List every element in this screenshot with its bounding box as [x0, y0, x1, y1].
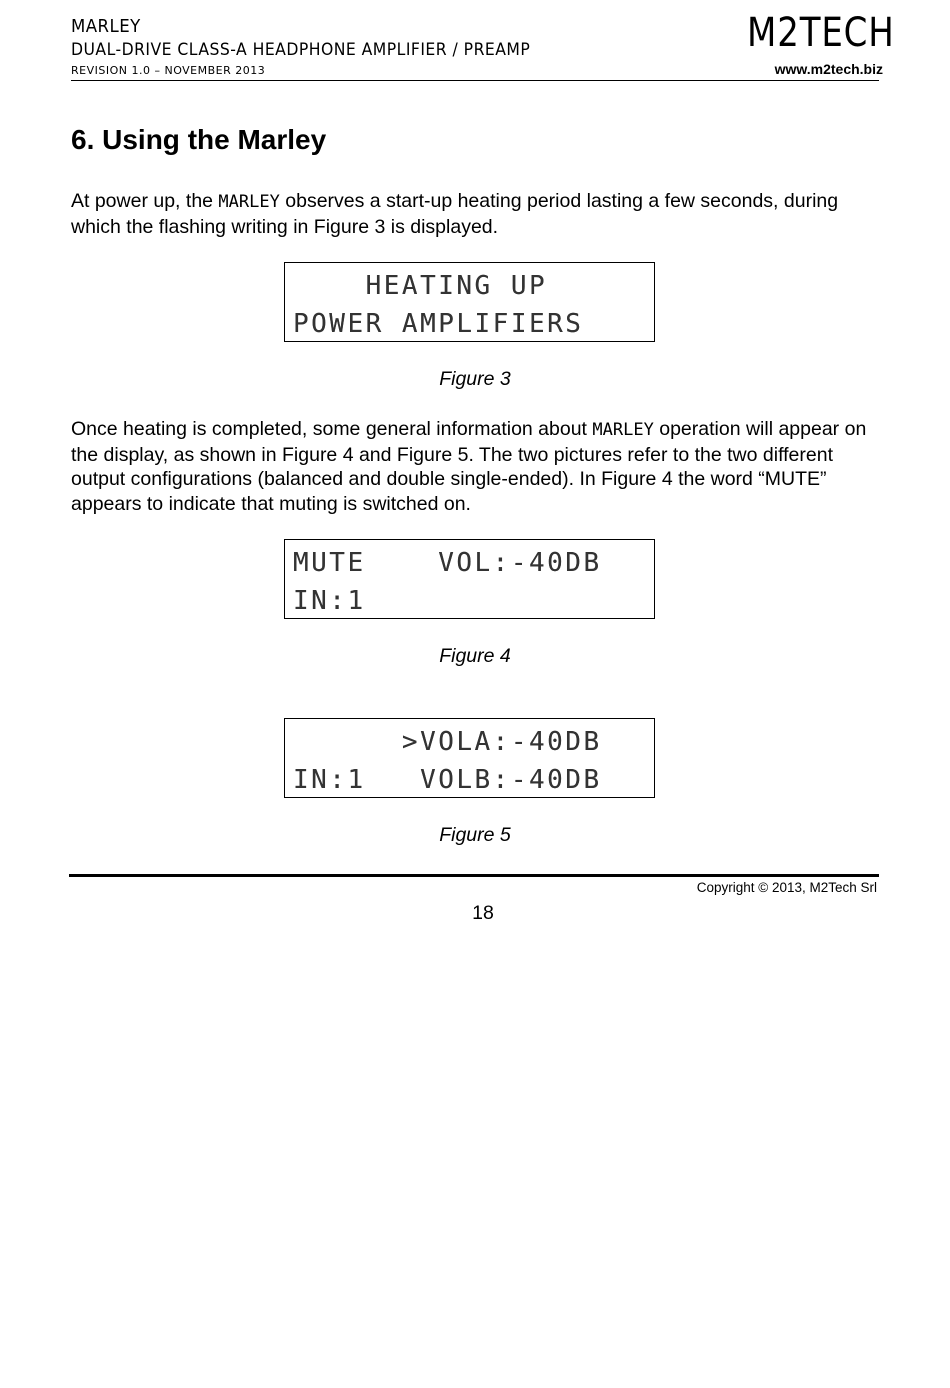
- lcd-display-figure-4: [284, 539, 655, 619]
- header-product-name: MARLEY: [71, 16, 141, 37]
- website-link[interactable]: www.m2tech.biz: [774, 61, 883, 77]
- paragraph-power-up: [71, 189, 881, 239]
- figure-3-caption: Figure 3: [439, 368, 511, 390]
- lcd-line-1: MUTE VOL:-40DB: [293, 548, 602, 578]
- header-revision: REVISION 1.0 – NOVEMBER 2013: [71, 64, 266, 77]
- paragraph-general-info: [71, 417, 881, 516]
- page-number: 18: [472, 902, 494, 924]
- lcd-line-1: HEATING UP: [293, 271, 548, 301]
- copyright-notice: Copyright © 2013, M2Tech Srl: [696, 880, 877, 895]
- para1-text-end: observes a start-up heating period lasting a few seconds, during which the flashing writing in Figure 3 is displayed.: [71, 190, 839, 238]
- product-name-inline: MARLEY: [218, 192, 280, 212]
- lcd-line-2: IN:1 VOLB:-40DB: [293, 765, 602, 795]
- page-header: [71, 10, 895, 80]
- para2-text-end: operation will appear on the display, as shown in Figure 4 and Figure 5. The two pictures refer to the two different output configurations (balanced and double single-ended). In Figure 4 the word “MUTE” appears to indicate that muting is switched on.: [71, 418, 867, 515]
- figure-4-caption: Figure 4: [439, 645, 511, 667]
- header-divider: [71, 80, 879, 81]
- lcd-display-figure-5: [284, 718, 655, 798]
- brand-logo: M2TECH: [747, 10, 895, 56]
- product-name-inline: MARLEY: [592, 420, 654, 440]
- para2-text-start: Once heating is completed, some general information about: [71, 418, 593, 440]
- lcd-line-2: POWER AMPLIFIERS: [293, 309, 584, 339]
- figure-5-caption: Figure 5: [439, 824, 511, 846]
- para1-text-start: At power up, the: [71, 190, 219, 212]
- lcd-display-figure-3: [284, 262, 655, 342]
- footer-divider: [69, 874, 879, 877]
- lcd-line-1: >VOLA:-40DB: [293, 727, 602, 757]
- header-subtitle: DUAL-DRIVE CLASS-A HEADPHONE AMPLIFIER / PREAMP: [71, 40, 531, 60]
- lcd-line-2: IN:1: [293, 586, 366, 616]
- section-title: 6. Using the Marley: [71, 124, 327, 155]
